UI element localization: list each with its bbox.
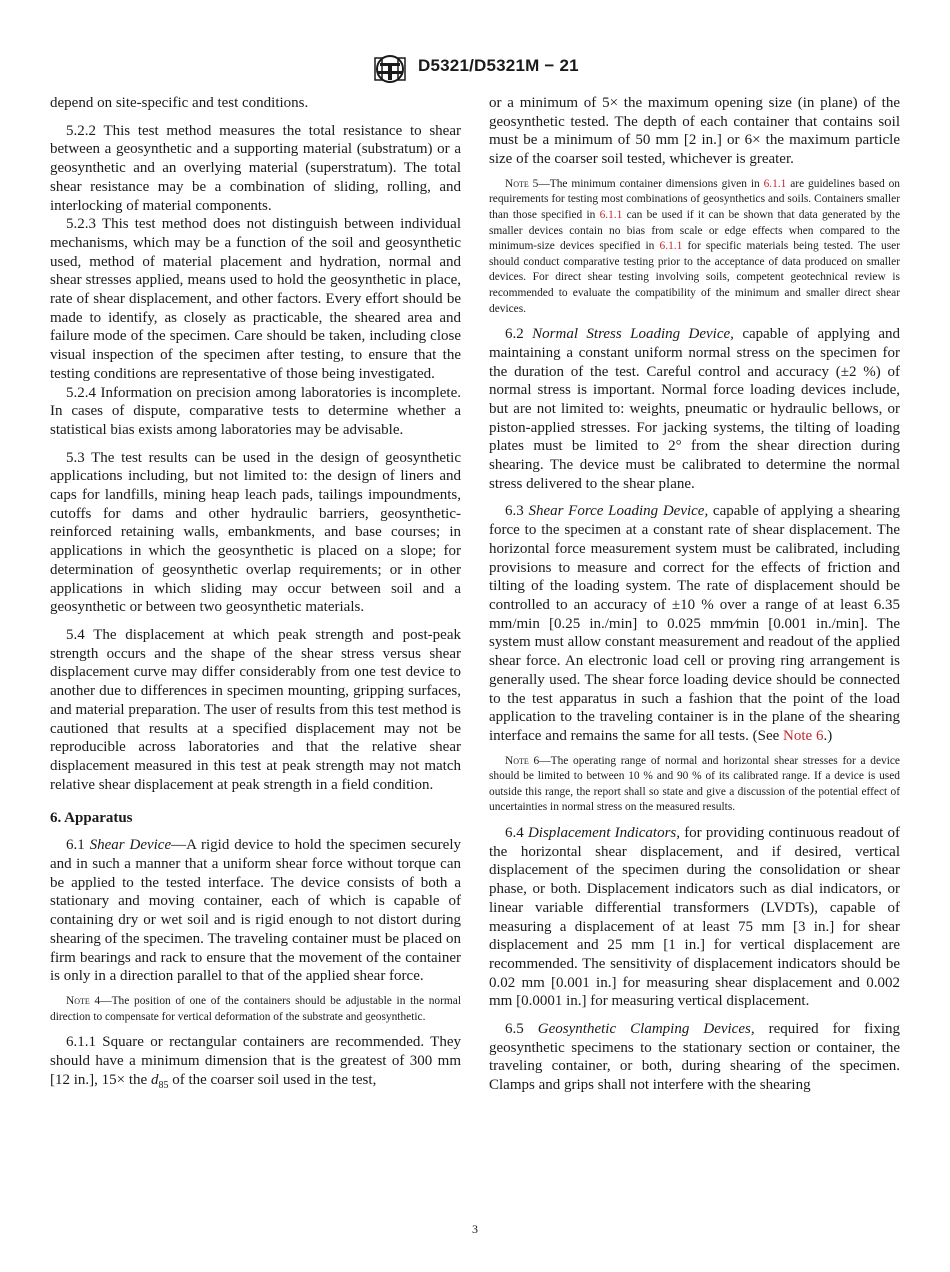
- astm-logo-icon: [372, 54, 408, 84]
- clause-title: Shear Force Loading Device,: [528, 503, 709, 520]
- clause-number: 6.1: [66, 837, 85, 854]
- note-text: for specific materials being tested. The user should conduct comparative testing prior to the acceptance of data produced on smaller devices. For direct shear testing involving soils, competent geotechnical review is recommended to evaluate the compatibility of the minimum and smaller direct shear devices.: [489, 240, 900, 315]
- standard-designation: D5321/D5321M − 21: [418, 56, 579, 75]
- clause-title: Geosynthetic Clamping Devices,: [537, 1021, 755, 1038]
- clause-text: for providing continuous readout of the horizontal shear displacement, and if desired, vertical displacement of the specimen during the consolidation or shear phase, or both. Displacement indicators such as dial indicators, or linear variable differential transformers (LVDTs), capable of measuring a displacement of at least 75 mm [3 in.] for shear displacement and 25 mm [1 in.] for vertical displacement are recommended. The sensitivity of displacement indicators should be 0.02 mm [0.001 in.] for measuring shear displacement and 0.002 mm [0.0001 in.] for measuring vertical displacement.: [489, 825, 901, 1010]
- clause-text: —A rigid device to hold the specimen securely and in such a manner that a uniform shear force without torque can be applied to the tested interface. The device consists of both a stationary and moving container, each of which is capable of containing dry or wet soil and is rigid enough to not distort during shearing of the specimen. The traveling container must be placed on firm bearings and rack to ensure that the movement of the container is only in a direction parallel to that of the applied shear force.: [50, 837, 461, 985]
- paragraph-6-5: [489, 1020, 900, 1095]
- page-number: 3: [472, 1222, 478, 1236]
- note-5: [489, 177, 900, 317]
- note-label: Note 6: [505, 754, 540, 767]
- note-text: are guidelines based on requirements for testing most combinations of geosynthetics and soils. Containers smaller than those specified in: [489, 177, 900, 221]
- paragraph-continuation: depend on site-specific and test conditions.: [50, 95, 309, 111]
- clause-number: 6.2: [505, 326, 524, 343]
- paragraph-5-2-2: 5.2.2 This test method measures the total resistance to shear between a geosynthetic and a supporting material (substratum) or a geosynthetic and an overlying material (superstratum). The total shear resistance may be a combination of sliding, rolling, and interlocking of material components.: [50, 122, 461, 214]
- clause-number: 6.3: [505, 503, 524, 520]
- paragraph-5-2-4: 5.2.4 Information on precision among laboratories is incomplete. In cases of dispute, comparative tests to determine whether a statistical bias exists among laboratories may be advisable.: [50, 384, 461, 438]
- section-heading-apparatus: 6. Apparatus: [50, 810, 133, 827]
- clause-text: 6.1.1 Square or rectangular containers are recommended. They should have a minimum dimension that is the greatest of 300 mm [12 in.], 15× the: [50, 1034, 461, 1088]
- clause-title: Shear Device: [89, 837, 172, 854]
- page-header: [0, 54, 950, 84]
- clause-text: capable of applying a shearing force to the specimen at a constant rate of shear displacement. The horizontal force measurement system must be calibrated, including provisions to measure and correct for the effects of friction and tilting of the loading system. The rate of displacement should be controlled to an accuracy of ±10 % over a range of at least 6.35 mm/min [0.25 in./min] to 0.025 mm⁄min [0.001 in./min]. The system must allow constant measurement and readout of the applied shear force. An electronic load cell or proving ring arrangement is generally used. The shear force loading device should be connected to the test apparatus in such a fashion that the point of the load application to the traveling container is in the plane of the shearing interface and remains the same for all tests. (See: [489, 503, 900, 744]
- note-text: —The operating range of normal and horizontal shear stresses for a device should be limited to between 10 % and 90 % of its calibrated range. If a device is used outside this range, the report shall so state and give a discussion of the potential effect of uncertainties in normal stress on the measured results.: [489, 754, 900, 814]
- clause-title: Displacement Indicators,: [527, 825, 681, 841]
- clause-text-end: of the coarser soil used in the test,: [168, 1071, 377, 1088]
- note-link-6[interactable]: Note 6: [783, 727, 824, 744]
- section-link-6-1-1[interactable]: 6.1.1: [599, 209, 623, 221]
- left-column: [50, 94, 461, 1095]
- paragraph-5-3: 5.3 The test results can be used in the design of geosynthetic applications including, but not limited to: the design of liners and caps for landfills, mining heap leach pads, tailings impoundments, cutoffs for dams and other hydraulic barriers, geosynthetic-reinforced retaining walls, embankments, and base courses; in applications in which the geosynthetic is placed on a slope; for determination of geosynthetic overlap requirements; or in other applications in which sliding may occur between soil and a geosynthetic or between two geosynthetic materials.: [50, 449, 461, 616]
- clause-text: capable of applying and maintaining a constant uniform normal stress on the specimen for the duration of the test. Careful control and accuracy (±2 %) of normal stress is important. Normal force loading devices include, but are not limited to: weights, pneumatic or hydraulic bellows, or piston-applied stresses. For jacking systems, the tilting of loading plates must be limited to 2° from the shear direction during shearing. The device must be calibrated to determine the normal stress delivered to the shear plane.: [489, 326, 901, 492]
- note-text: —The minimum container dimensions given in: [538, 177, 764, 190]
- paragraph-6-1-1: [50, 1033, 461, 1095]
- clause-title: Normal Stress Loading Device,: [532, 326, 734, 343]
- paragraph-6-2: [489, 325, 900, 493]
- paragraph-5-4: 5.4 The displacement at which peak strength and post-peak strength occurs and the shape of the shear stress versus shear displacement curve may differ considerably from one test device to another due to differences in specimen mounting, gripping surfaces, and material preparation. The user of results from this test method is cautioned that results at a specified displacement may not be reproducible across laboratories and that the relative shear displacement measured in this test at peak strength may not match relative shear displacement at peak strength in a field condition.: [50, 626, 461, 793]
- section-link-6-1-1[interactable]: 6.1.1: [659, 240, 683, 253]
- section-link-6-1-1[interactable]: 6.1.1: [763, 177, 787, 190]
- note-4: [50, 994, 461, 1025]
- subscript-85: 85: [158, 1079, 169, 1091]
- paragraph-6-4: [489, 824, 900, 1011]
- clause-number: 6.5: [505, 1021, 524, 1038]
- note-text: can be used if it can be shown that data generated by the smaller devices contain no bias from scale or edge effects when compared to the minimum-size devices specified in: [489, 209, 900, 253]
- note-6: [489, 754, 900, 816]
- paragraph-6-1: [50, 836, 461, 986]
- paragraph-6-3: [489, 502, 900, 745]
- clause-text: required for fixing geosynthetic specimens to the stationary section or container, the traveling container, or both, during shearing of the specimen. Clamps and grips shall not interfere with the shearing: [489, 1021, 900, 1094]
- note-label: Note 5: [505, 177, 539, 190]
- note-label: Note 4: [66, 994, 101, 1007]
- paragraph-5-2-3: 5.2.3 This test method does not distinguish between individual mechanisms, which may be a function of the soil and geosynthetic used, method of material placement and hydration, normal and shear stresses applied, means used to hold the geosynthetic in place, rate of shear displacement, and other factors. Every effort should be made to identify, as closely as practicable, the sheared area and failure mode of the specimen. Care should be taken, including close visual inspection of the specimen after testing, to ensure that the testing conditions are representative of those being investigated.: [50, 216, 461, 382]
- right-column: [489, 94, 900, 1095]
- note-text: —The position of one of the containers should be adjustable in the normal direction to compensate for vertical deformation of the substrate and geosynthetic.: [50, 994, 461, 1023]
- clause-text-end: .): [823, 727, 833, 744]
- symbol-d: d: [150, 1071, 159, 1088]
- paragraph-continuation: or a minimum of 5× the maximum opening size (in plane) of the geosynthetic tested. The depth of each container that contains soil must be a minimum of 50 mm [2 in.] or 6× the maximum particle size of the coarser soil tested, whichever is greater.: [489, 95, 900, 168]
- clause-number: 6.4: [505, 825, 524, 841]
